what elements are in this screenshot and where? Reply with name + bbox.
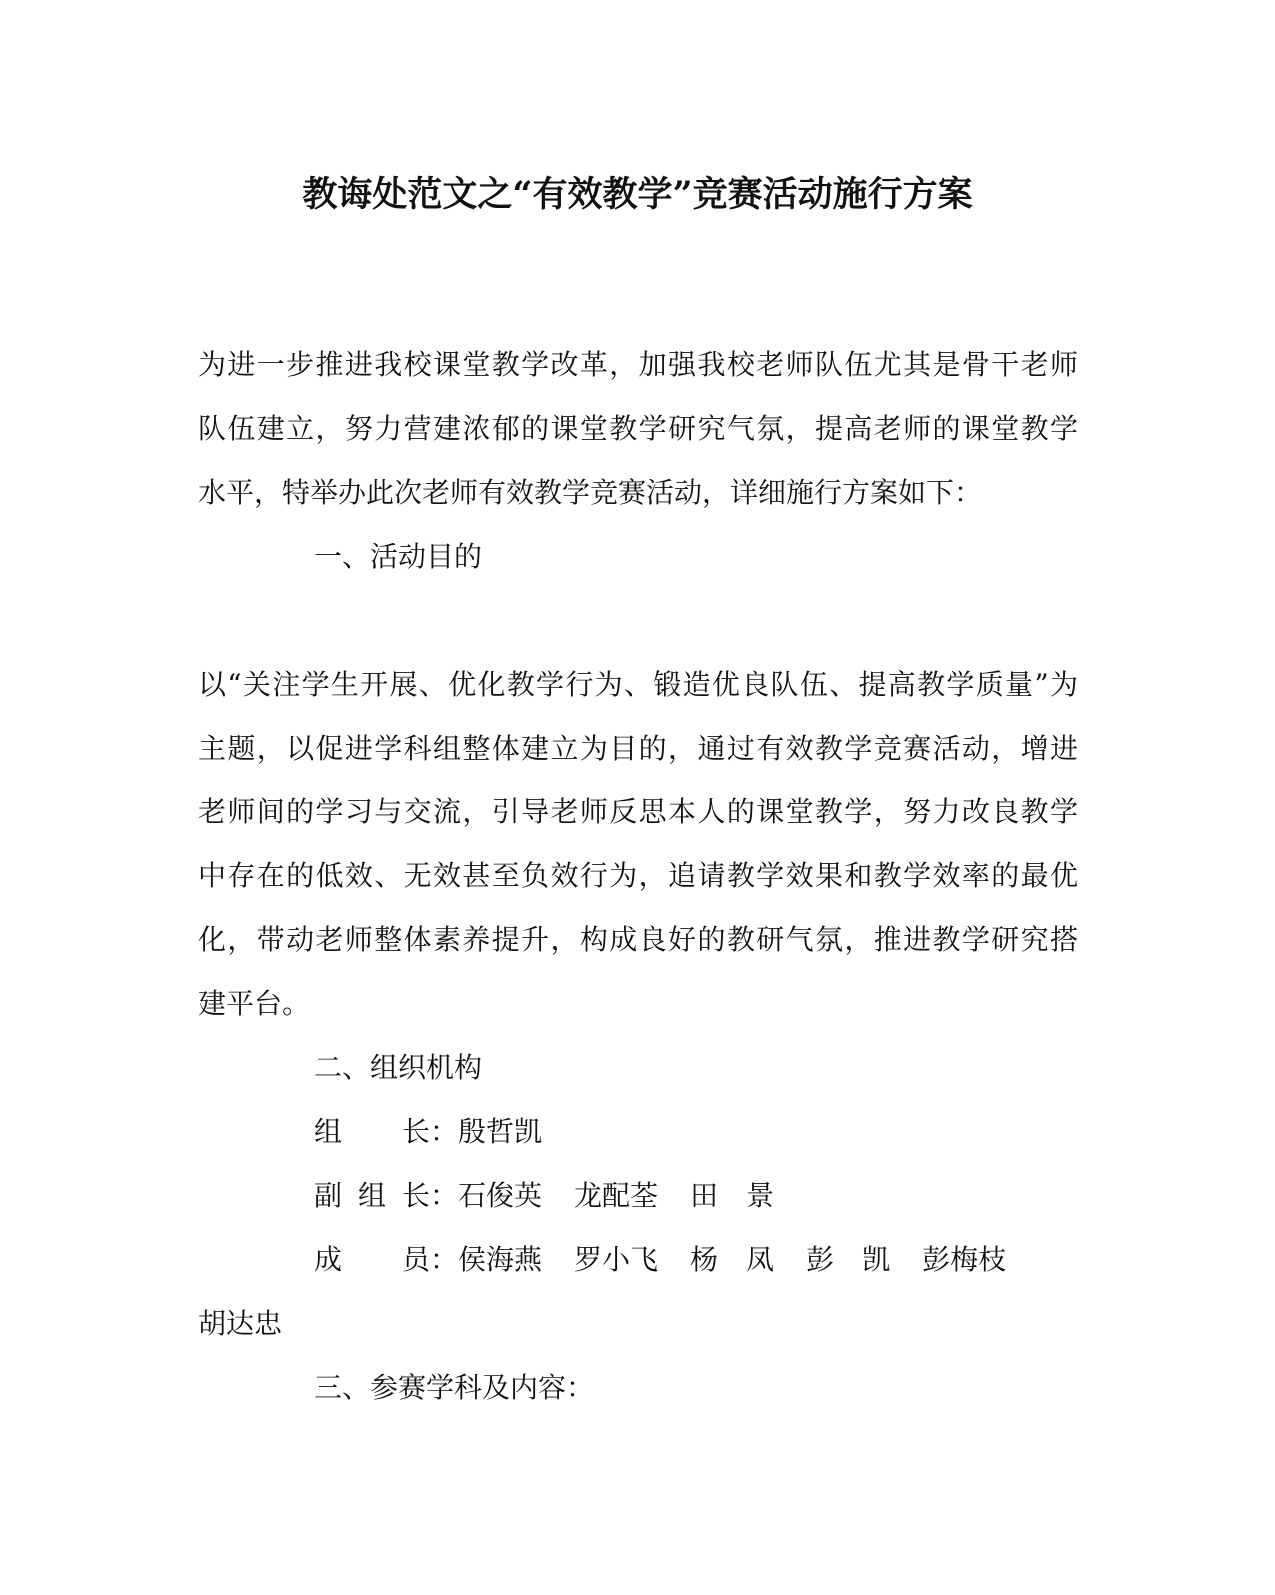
members-label: 成员 <box>314 1243 430 1276</box>
members-colon: ： <box>430 1243 459 1276</box>
section1-heading: 一、活动目的 <box>314 540 483 573</box>
intro-line-2: 队伍建立，努力营建浓郁的课堂教学研究气氛，提高老师的课堂教学 <box>198 412 1078 445</box>
member-name: 杨 凤 <box>690 1243 775 1276</box>
deputy-name: 龙配荃 <box>574 1179 659 1212</box>
members-row <box>314 1240 1038 1280</box>
member-name-overflow: 胡达忠 <box>198 1307 283 1340</box>
section1-line-2: 主题，以促进学科组整体建立为目的，通过有效教学竞赛活动，增进 <box>198 732 1078 765</box>
section1-line-1: 以“关注学生开展、优化教学行为、锻造优良队伍、提高教学质量”为 <box>198 668 1078 701</box>
deputy-colon: ： <box>430 1179 459 1212</box>
section2-heading: 二、组织机构 <box>314 1051 483 1084</box>
section1-line-4: 中存在的低效、无效甚至负效行为，追请教学效果和教学效率的最优 <box>198 859 1078 892</box>
document-title: 教诲处范文之“有效教学”竞赛活动施行方案 <box>302 174 973 215</box>
section1-line-6: 建平台。 <box>198 987 311 1020</box>
deputy-label: 副组长 <box>314 1179 430 1212</box>
section1-line-3: 老师间的学习与交流，引导老师反思本人的课堂教学，努力改良教学 <box>198 795 1078 828</box>
leader-name: 殷哲凯 <box>458 1115 543 1148</box>
leader-colon: ： <box>430 1115 459 1148</box>
section1-line-5: 化，带动老师整体素养提升，构成良好的教研气氛，推进教学研究搭 <box>198 923 1078 956</box>
member-name: 罗小飞 <box>574 1243 659 1276</box>
deputy-name: 田 景 <box>690 1179 775 1212</box>
leader-row <box>314 1112 574 1152</box>
deputy-row <box>314 1176 806 1216</box>
member-name: 彭梅枝 <box>922 1243 1007 1276</box>
member-name: 侯海燕 <box>458 1243 543 1276</box>
leader-label: 组长 <box>314 1115 430 1148</box>
intro-line-1: 为进一步推进我校课堂教学改革，加强我校老师队伍尤其是骨干老师 <box>198 348 1078 381</box>
deputy-name: 石俊英 <box>458 1179 543 1212</box>
member-name: 彭 凯 <box>806 1243 891 1276</box>
section3-heading: 三、参赛学科及内容： <box>314 1371 595 1404</box>
intro-line-3: 水平，特举办此次老师有效教学竞赛活动，详细施行方案如下： <box>198 476 983 509</box>
